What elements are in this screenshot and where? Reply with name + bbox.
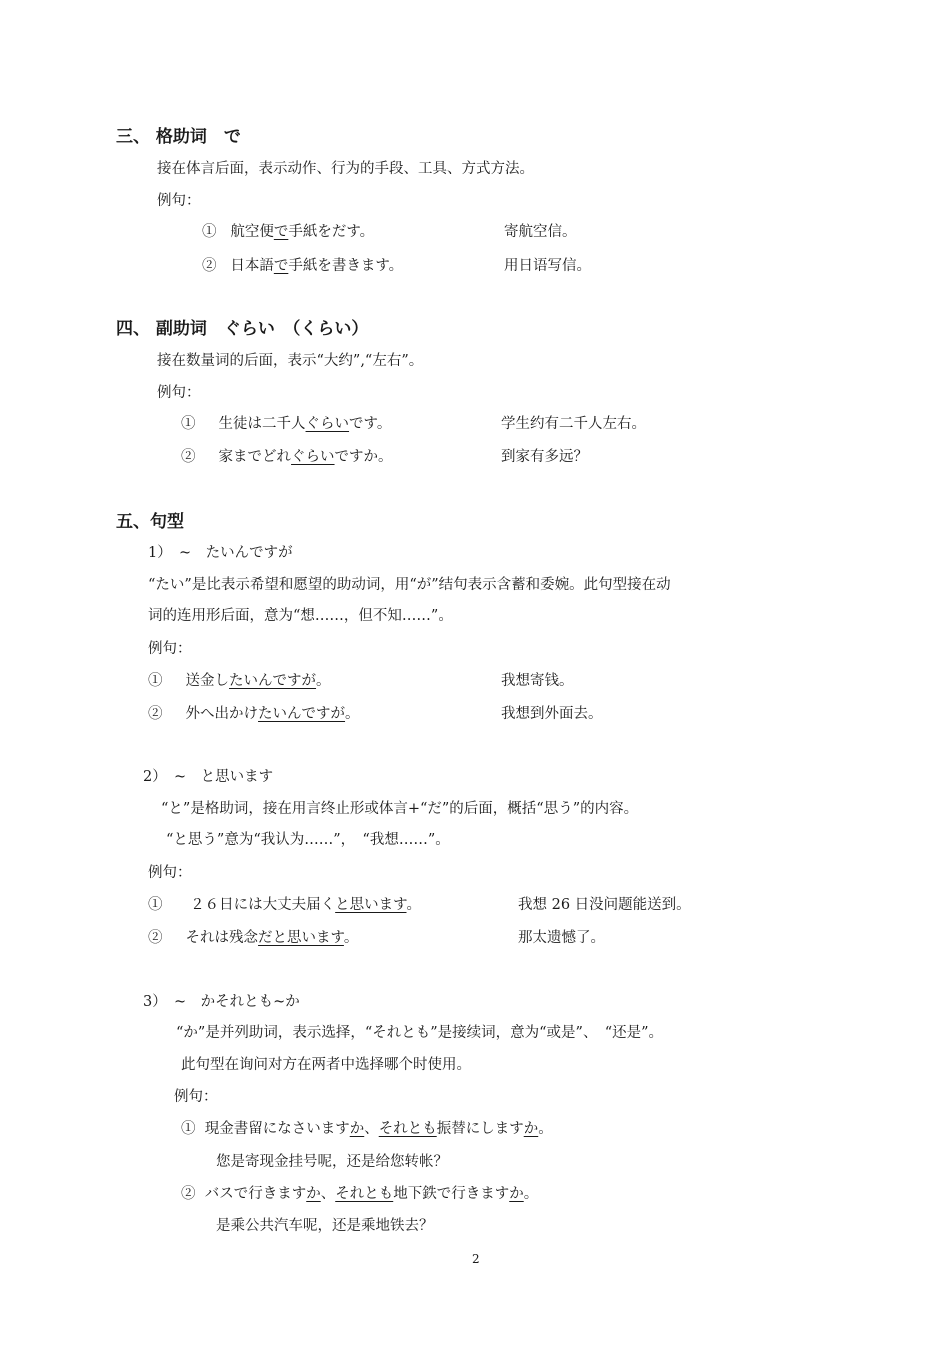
pattern-2-example-label: 例句： xyxy=(148,865,192,881)
example-pattern: たいんですが xyxy=(229,673,317,689)
pattern-3-description-line-2: 此句型在询问对方在两者中选择哪个时使用。 xyxy=(181,1057,471,1073)
example-text: 、 xyxy=(364,1121,379,1137)
section-3-example-label: 例句： xyxy=(157,193,201,209)
pattern-2-example-1-translation: 我想 26 日没问题能送到。 xyxy=(518,897,691,913)
example-text: 。 xyxy=(345,706,360,722)
pattern-2-example-1 xyxy=(148,893,421,914)
example-number: ② xyxy=(181,449,196,465)
pattern-3-example-1 xyxy=(181,1117,553,1138)
section-3-title: 三、 格助词 で xyxy=(116,127,241,147)
example-pattern: だと思います xyxy=(258,930,344,946)
pattern-3-description-line-1: “か”是并列助词，表示选择，“それとも”是接续词，意为“或是”、 “还是”。 xyxy=(176,1025,664,1041)
example-text: 送金し xyxy=(185,673,230,689)
pattern-3-heading: 3） ~ かそれとも~か xyxy=(143,994,300,1010)
section-3-example-2-translation: 用日语写信。 xyxy=(504,258,591,274)
pattern-2-example-2-translation: 那太遗憾了。 xyxy=(518,930,605,946)
pattern-1-example-label: 例句： xyxy=(148,641,192,657)
section-5-title: 五、句型 xyxy=(116,512,184,532)
example-particle: か xyxy=(349,1121,365,1137)
example-text: それは残念 xyxy=(185,930,259,946)
example-particle: ぐらい xyxy=(305,416,350,432)
section-4-example-1-translation: 学生约有二千人左右。 xyxy=(501,416,646,432)
example-text: 手紙をだす。 xyxy=(288,224,375,240)
example-number: ① xyxy=(202,224,217,240)
pattern-3-example-2 xyxy=(181,1182,538,1203)
example-text: 航空便 xyxy=(230,224,274,240)
example-conjunction: それとも xyxy=(378,1121,437,1137)
example-number: ① xyxy=(181,416,196,432)
example-text: ですか。 xyxy=(334,449,393,465)
example-text: 。 xyxy=(343,930,359,946)
example-text: バスで行きます xyxy=(204,1186,307,1202)
example-text: 現金書留になさいます xyxy=(204,1121,350,1137)
pattern-2-description-line-1: “と”是格助词，接在用言终止形或体言+“だ”的后面，概括“思う”的内容。 xyxy=(161,801,639,817)
section-4-description: 接在数量词的后面，表示“大约”,“左右”。 xyxy=(157,353,424,369)
example-particle: か xyxy=(306,1186,321,1202)
example-number: ② xyxy=(181,1186,196,1202)
pattern-3-example-label: 例句： xyxy=(174,1089,218,1105)
example-text: 手紙を書きます。 xyxy=(288,258,404,274)
section-3-example-2 xyxy=(202,254,403,275)
section-4-example-2-translation: 到家有多远？ xyxy=(501,449,588,465)
pattern-3-example-1-translation: 您是寄现金挂号呢，还是给您转帐？ xyxy=(216,1154,448,1170)
example-number: ② xyxy=(148,706,163,722)
example-particle: ぐらい xyxy=(291,449,335,465)
section-4-example-1 xyxy=(181,412,391,433)
pattern-2-example-2 xyxy=(148,926,358,947)
pattern-1-example-2-translation: 我想到外面去。 xyxy=(501,706,603,722)
example-text: 。 xyxy=(316,673,331,689)
example-text: 生徒は二千人 xyxy=(218,416,306,432)
example-text: 地下鉄で行きます xyxy=(393,1186,510,1202)
pattern-1-description-line-1: “たい”是比表示希望和愿望的助动词，用“が”结句表示含蓄和委婉。此句型接在动 xyxy=(148,577,671,593)
example-pattern: たいんですが xyxy=(258,706,346,722)
example-text: 日本語 xyxy=(230,258,274,274)
example-text: 。 xyxy=(538,1121,553,1137)
example-particle: で xyxy=(273,224,289,240)
pattern-3-example-2-translation: 是乘公共汽车呢，还是乘地铁去？ xyxy=(216,1218,434,1234)
example-text: 外へ出かけ xyxy=(185,706,259,722)
example-text: です。 xyxy=(349,416,392,432)
section-3-example-1 xyxy=(202,220,374,241)
section-4-title: 四、 副助词 ぐらい （くらい） xyxy=(116,319,369,339)
example-particle: か xyxy=(523,1121,539,1137)
page-number: 2 xyxy=(472,1252,480,1266)
pattern-2-heading: 2） ~ と思います xyxy=(143,769,274,785)
example-pattern: と思います xyxy=(335,897,407,913)
example-number: ① xyxy=(148,673,163,689)
example-number: ② xyxy=(202,258,217,274)
pattern-2-description-line-2: “と思う”意为“我认为……”， “我想……”。 xyxy=(166,832,450,848)
pattern-1-heading: 1） ~ たいんですが xyxy=(148,545,293,561)
example-number: ① xyxy=(181,1121,196,1137)
example-text: 。 xyxy=(406,897,421,913)
example-particle: か xyxy=(509,1186,524,1202)
pattern-1-example-1-translation: 我想寄钱。 xyxy=(501,673,574,689)
example-text: 、 xyxy=(320,1186,336,1202)
section-3-example-1-translation: 寄航空信。 xyxy=(504,224,577,240)
pattern-1-example-2 xyxy=(148,702,360,723)
example-number: ② xyxy=(148,930,163,946)
example-number: ① xyxy=(148,897,163,913)
example-conjunction: それとも xyxy=(335,1186,394,1202)
section-4-example-label: 例句： xyxy=(157,385,201,401)
example-text: ２６日には大丈夫届く xyxy=(190,897,336,913)
pattern-1-example-1 xyxy=(148,669,331,690)
example-text: 家までどれ xyxy=(218,449,292,465)
section-4-example-2 xyxy=(181,445,393,466)
pattern-1-description-line-2: 词的连用形后面，意为“想……，但不知……”。 xyxy=(148,608,453,624)
section-3-description: 接在体言后面，表示动作、行为的手段、工具、方式方法。 xyxy=(157,161,534,177)
example-text: 振替にします xyxy=(436,1121,524,1137)
example-text: 。 xyxy=(523,1186,539,1202)
example-particle: で xyxy=(273,258,289,274)
